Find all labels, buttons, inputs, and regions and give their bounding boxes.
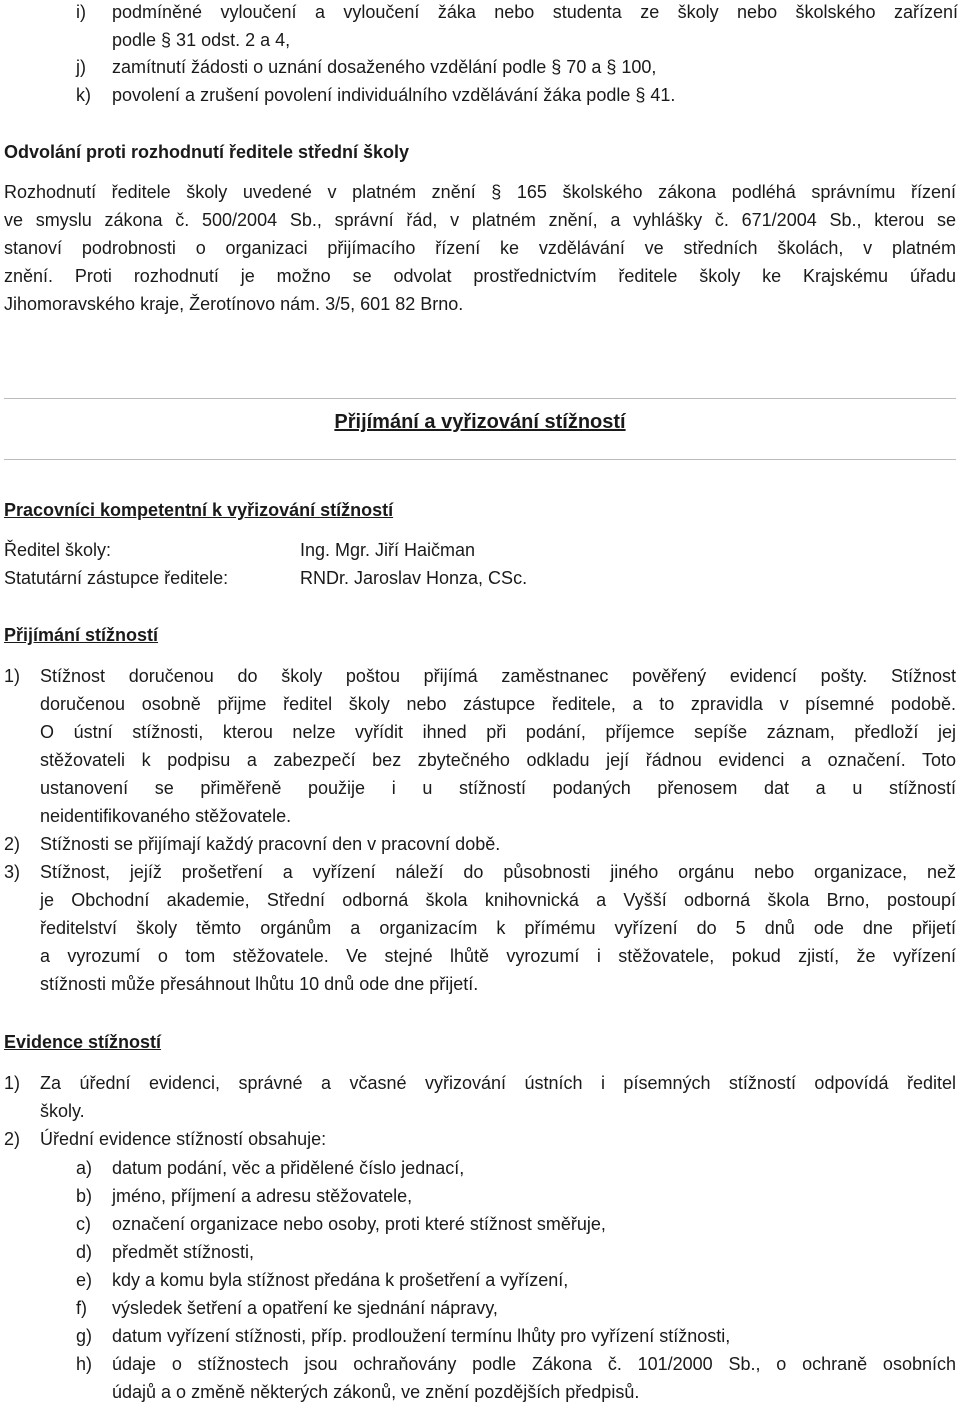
sub-list-item: jméno, příjmení a adresu stěžovatele,: [112, 1186, 413, 1206]
section-heading: Evidence stížností: [4, 1032, 162, 1052]
list-item-text: ustanovení se přiměřeně použije i u stížností podaných přenosem dat a u stížností: [40, 778, 956, 798]
section-heading: Přijímání stížností: [4, 625, 159, 645]
sub-list-label: g): [76, 1326, 93, 1346]
list-item-text: Úřední evidence stížností obsahuje:: [40, 1129, 327, 1149]
list-label: 2): [4, 1129, 21, 1149]
paragraph-line: Jihomoravského kraje, Žerotínovo nám. 3/5, 601 82 Brno.: [4, 294, 464, 314]
sub-list-label: a): [76, 1158, 93, 1178]
sub-list-item: údajů a o změně některých zákonů, ve znění pozdějších předpisů.: [112, 1382, 640, 1402]
sub-list-item: kdy a komu byla stížnost předána k prošetření a vyřízení,: [112, 1270, 569, 1290]
sub-list-label: d): [76, 1242, 93, 1262]
sub-list-label: e): [76, 1270, 93, 1290]
section-heading: Pracovníci kompetentní k vyřizování stížností: [4, 500, 394, 520]
sub-list-item: výsledek šetření a opatření ke sjednání nápravy,: [112, 1298, 498, 1318]
list-item-text: podle § 31 odst. 2 a 4,: [112, 30, 291, 50]
sub-list-label: b): [76, 1186, 93, 1206]
staff-role: Statutární zástupce ředitele:: [4, 568, 229, 588]
list-item-text: povolení a zrušení povolení individuálního vzdělávání žáka podle § 41.: [112, 85, 676, 105]
list-item-text: neidentifikovaného stěžovatele.: [40, 806, 292, 826]
list-item-text: školy.: [40, 1101, 85, 1121]
paragraph-line: Rozhodnutí ředitele školy uvedené v platném znění § 165 školského zákona podléhá správnímu řízení: [4, 182, 956, 202]
list-label: 1): [4, 1073, 21, 1093]
list-item-text: doručenou osobně přijme ředitel školy nebo zástupce ředitele, a to zpravidla v písemné podobě.: [40, 694, 956, 714]
list-item-text: podmíněné vyloučení a vyloučení žáka nebo studenta ze školy nebo školského zařízení: [112, 2, 958, 22]
divider: [4, 398, 956, 399]
sub-list-label: f): [76, 1298, 87, 1318]
staff-name: Ing. Mgr. Jiří Haičman: [300, 540, 476, 560]
list-item-text: a vyrozumí o tom stěžovatele. Ve stejné lhůtě vyrozumí i stěžovatele, pokud zjistí, že vyřízení: [40, 946, 956, 966]
list-item-text: stížnosti může přesáhnout lhůtu 10 dnů ode dne přijetí.: [40, 974, 479, 994]
staff-name: RNDr. Jaroslav Honza, CSc.: [300, 568, 528, 588]
list-label: 1): [4, 666, 21, 686]
list-label: i): [76, 2, 86, 22]
paragraph-line: stanoví podrobnosti o organizaci přijímacího řízení ke vzdělávání ve středních školách, v platném: [4, 238, 956, 258]
list-item-text: stěžovateli k podpisu a zabezpečí bez zbytečného odkladu její řádnou evidenci a označení. Toto: [40, 750, 956, 770]
list-item-text: Stížnost, jejíž prošetření a vyřízení náleží do působnosti jiného orgánu nebo organizace, než: [40, 862, 956, 882]
list-item-text: ředitelství školy těmto orgánům a organizacím k přímému vyřízení do 5 dnů ode dne přijetí: [40, 918, 956, 938]
sub-list-item: datum vyřízení stížnosti, příp. prodloužení termínu lhůty pro vyřízení stížnosti,: [112, 1326, 731, 1346]
list-item-text: O ústní stížnosti, kterou nelze vyřídit ihned při podání, příjemce sepíše záznam, předloží jej: [40, 722, 956, 742]
sub-list-item: označení organizace nebo osoby, proti které stížnost směřuje,: [112, 1214, 606, 1234]
list-item-text: Stížnost doručenou do školy poštou přijímá zaměstnanec pověřený evidencí pošty. Stížnost: [40, 666, 956, 686]
list-label: 2): [4, 834, 21, 854]
list-item-text: zamítnutí žádosti o uznání dosaženého vzdělání podle § 70 a § 100,: [112, 57, 657, 77]
list-item-text: Stížnosti se přijímají každý pracovní den v pracovní době.: [40, 834, 501, 854]
list-item-text: je Obchodní akademie, Střední odborná škola knihovnická a Vyšší odborná škola Brno, postoupí: [40, 890, 956, 910]
page-title: Přijímání a vyřizování stížností: [334, 411, 626, 433]
staff-role: Ředitel školy:: [4, 540, 112, 560]
sub-list-label: h): [76, 1354, 93, 1374]
sub-list-item: předmět stížnosti,: [112, 1242, 255, 1262]
list-label: k): [76, 85, 91, 105]
list-label: 3): [4, 862, 21, 882]
paragraph-line: ve smyslu zákona č. 500/2004 Sb., správní řád, v platném znění, a vyhlášky č. 671/2004 Sb., kterou se: [4, 210, 956, 230]
list-item-text: Za úřední evidenci, správné a včasné vyřizování ústních i písemných stížností odpovídá ředitel: [40, 1073, 956, 1093]
section-heading: Odvolání proti rozhodnutí ředitele střední školy: [4, 142, 410, 162]
list-label: j): [76, 57, 86, 77]
divider: [4, 459, 956, 460]
sub-list-item: údaje o stížnostech jsou ochraňovány podle Zákona č. 101/2000 Sb., o ochraně osobních: [112, 1354, 956, 1374]
sub-list-item: datum podání, věc a přidělené číslo jednací,: [112, 1158, 465, 1178]
sub-list-label: c): [76, 1214, 91, 1234]
paragraph-line: znění. Proti rozhodnutí je možno se odvolat prostřednictvím ředitele školy ke Krajskému úřadu: [4, 266, 956, 286]
